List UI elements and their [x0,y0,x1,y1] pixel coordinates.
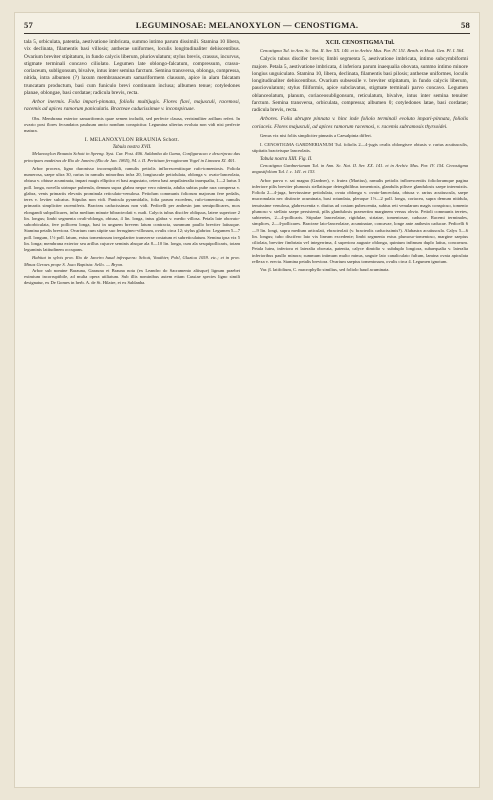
book-page [14,12,480,788]
variety-note: Var. β. latifolium, C. macrophyllo similius, sed foliolo haud acuminata. [260,267,390,273]
species-heading-cenostigma: I. CENOSTIGMA GARDNERIANUM Tul. foliolis 2—4-jugis ovalis oblongisve obtusis v. rarius acutiusculis, stipitatis bracteisque lanceolatis. [252,142,468,154]
species-heading: I. MELANOXYLON BRAUNIA Schott. [84,137,180,144]
plate-reference-cenostigma: Tabula nostra XIII. Fig. II. [260,156,313,162]
right-column [252,39,468,273]
habitat-note: Habitat in sylvis prov. Rio de Janeiro haud infrequens: Schott, Vauthier, Pohl, Glaziou 1059. etc.; et in prov. Minas Geraes prope S. Joao Baptista: Sello. — Bryon. [24,255,240,267]
genus-description-continued: tala 5, orbiculata, patentia, aestivatione imbricata, summo intimo parum dissimili. Stamina 10 libera, vix declinata, filamentis basi villosis; antherae uniformes, loculis longitudinaliter dehiscentibus. Ovarium breviter stipitatum, in fundo calycis liberum, pluriovulatum; stylus brevis, crassus, incurvus, stigmate terminali concavo ciliolato. Legumen late oblongo-falcatum, compressum, crasso-coriaceum, subligonsum, bivalve, intus inter semina farctum. Semina transversa, oblonga, compressa, nitida, intra albumen (?) laxum membranaceum samariformem clausum, apice in alam falcatam truncatam productum, basi cum funiculo brevi continuum inclusa; albumen tenue; cotyledones planae, oblongae, basi cordatae; radicula brevis, recta. [24,39,240,96]
habit-description: Arbor inermis. Folia impari-pinnata, foliolis multijugis. Flores flavi, majusculi, racemosi, racemis ad apices ramorum paniculatis. Bracteae caducissimae v. inconspicuae. [24,99,240,113]
observation-note: Obs. Membrana exterior samariformis quae semen includit, sed perfecte clausa, verisimiliter arillum refert. In ovario post flores fecundatos pauluum ancto nondum conspicitur. Legumina ulterius evoluta non vidi nisi perfecte matura. [24,115,240,133]
page-number-right: 58 [461,20,470,30]
genus-reference: Cenostigma Tul. in Ann. Sc. Nat. II. Ser. XX. 140. et in Archiv. Mus. Par. IV. 151. Benth. et Hook. Gen. Pl. I. 564. [260,48,465,53]
species-synonyms: Melanoxylon Braunia Schott in Spreng. Syst. Cur. Post. 406. Saldanha da Gama, Configuracao e descripcao das principaes madeiras de Rio de Janeiro (Rio de Jan. 1865), 94. t. II. Perittium ferrugineum Vogel in Linnaea XI. 401. [24,151,240,163]
left-column [24,39,240,287]
running-title: LEGUMINOSAE: MELANOXYLON — CENOSTIGMA. [135,20,359,30]
genus-description: Calycis tubus discifer brevis; limbi segmenta 5, aestivatione imbricata, intimo subcymbiformi majore. Petala 5, aestivatione imbricata, 4 inferiora parum inaequalia obovata, summo intimo minore longius unguiculato. Stamina 10, libera, declinata, filamentis basi pilosis; antherae uniformes, loculis longitudinaliter dehiscentibus. Ovarium subsessile v. breviter stipitatum, in fundo calycis liberum, pauciovulatum; stylus filiformis, apice subclavatus, stigmate terminali parvo concavo. Legumen oblanceolatum, planum, coriaceosubligonsum, reticulatum, bivalve, intus inter semina tenuiter farctum. Semina transversa, orbiculata, compressa; albumen 0; cotyledones latae, basi cordatae; radicula brevis, recta. [252,56,468,113]
page-number-left: 57 [24,20,33,30]
genus-heading: XCII. CENOSTIGMA Tul. [325,40,395,46]
plate-reference: Tabula nostra XVII. [112,144,152,150]
header-rule [24,33,470,34]
genus-habit: Arbores. Folia abrupte pinnata v. hinc inde foliolo terminali evoluto impari-pinnata, foliolis coriaceis. Flores majusculi, ad apices ramorum racemosi, v. racemis subramosis thyrsoidei. [252,116,468,130]
species-description: Arbor procera, ligno duronisso incorruptibili, ramulis petiolis inflorescentiisque rufo-tomentosis. Foliola numerosa, saepe ultra 30, rarius in ramulis minoribus infra 20, longiuscule petiolulata, oblonga v. ovato-lanceolata, obtusa v. obtuse acuminata, impari magis elliptico et basi angustato, cetera basi aequilateralia inaequalia, 1—2 larius 3 poll. longa, novella utrinque puberula, demum supra glabra neque vero nitentia, adulta subtus pube rara compersa v. glabra, venis primariis elevatis prominula reticulato-venulosa. Petiolum communis foliorum majorum fere pedalis, teres v. leviter sulcatus. Stipulas non vidi. Panicula pyramidalis, folia parum excedens, rufo-tomentosa, ramulis primariis simpliciter racemiferis. Bracteas caducissimas non vidi. Pedicelli per anthesin jam semipollicares, mox elongandi subpollicares, infra medium minute bibracteolati v. nudi. Calycis tubus discifer obliquus, latere superiore 2 lin. longus; limbi segmenta ovali-oblonga, obtusa, 4 lin. longa, intus glabra v. medio villosa. Petala late obovato-suborbiculata, fere pollicem longa, basi in unguem brevem latum contracta, summum paullo breviter latiusque. Stamina petalis breviora. Ovarium cum stipite suo ferrugineo-villosum, ovulis circa 12; stylus glabrior. Legumen 5—7 poll. longum, 1½ poll. latum, extus tomentosum irregulariter transverse costatum et subreticulatum. Semina ipsa vix 5 lin. longa; membrana exterior seu arillus cujusve seminis absque ala 8—10 lin. longa, cum ala sesquipollicaris, totam leguminis latitudinem occupans. [24,165,240,253]
vernacular-note: Arbor sub nomine Barauna, Garauna et Brauna nota (ex Leandro do Sacramento aliisque) lignum praebet eximium incorruptibile, ad multa opera utiliatum. Sub illis nominibus autem etiam Cassiae species ligno simili designatur, ex De Gomes in herb. A. de St. Hilaire, et ex Saldanha. [24,267,240,286]
species-reference: Cenostigma Gardnerianum Tul. in Ann. Sc. Nat. II. Ser. XX. 141. et in Archiv. Mus. Par. IV. 154. Cenostigma angustifolium Tul. l. c. 141. et 153. [252,163,468,175]
species-description-cenostigma: Arbor parva v. sat magna (Gardner), v. frutex (Martius), ramulis petiolis inflorescentiis foliolorumque pagina inferiore pilis breviter plumosis stellatisque detergibilibus tomentosis, glandulis pilisve glandulosis saepe intermixtis. Foliola 2—4-juga, breviussime petiolulata, ovata oblonga v. ovato-lanceolata, obtusa v. rarius acutiuscula, saepe mucronulata nec distincte acuminata, basi rotundata, pleraque 1½—2 poll. longa, coriacea, supra demum nitidula, tenuissime venulosa, glabrescentia v. diutius ad costam pubescentia, subtus reti venularum magis conspicuo, tomento plumoso v. stellato saepe persistenti, pilis glandulosis praesertim marginem versus obvio. Petioli communis teretes, subteretes, 2—4-pollicaris. Stipulae lanceolatae, rigidulae, striatae, tomentosae, caducae. Racemi terminales, simplices, 2—4-pollicares. Bracteae lato-lanceolatae, acuminatae, concavae, longe ante anthesin caducae. Pedicelli 6—9 lin. longi, supra medium articulati, ebracteolati (v. bracteolis caducissimis?). Alabastra acutiuscula. Calyx 5—6 lin. longus; tubo discifero lato vix lineam excedente; limbi segmenta extus plumoso-tomentoso, margine saepius ciliolata, breviter fimbriata vel integerrima, 4 superiora auguste oblonga, quintum infimum duplo latius, concavum. Petala lutea, inferiora et lateralia obovata, patentia, calyce dimidio v. subduplo longiora, subaequalia v. lateralia inferioribus paullo minora; summum intimum multo minus, unguie lato canaliculato fultum, lamina ovata apiculata reflexa v. erecta. Stamina petalis breviora. Ovarium saepius tomentosum, ovulis circa 4. Legumen ignotum. [252,177,468,264]
genus-note: Genus vix nisi foliis simpliciter pinnatis a Caesalpinia differt. [260,132,372,138]
